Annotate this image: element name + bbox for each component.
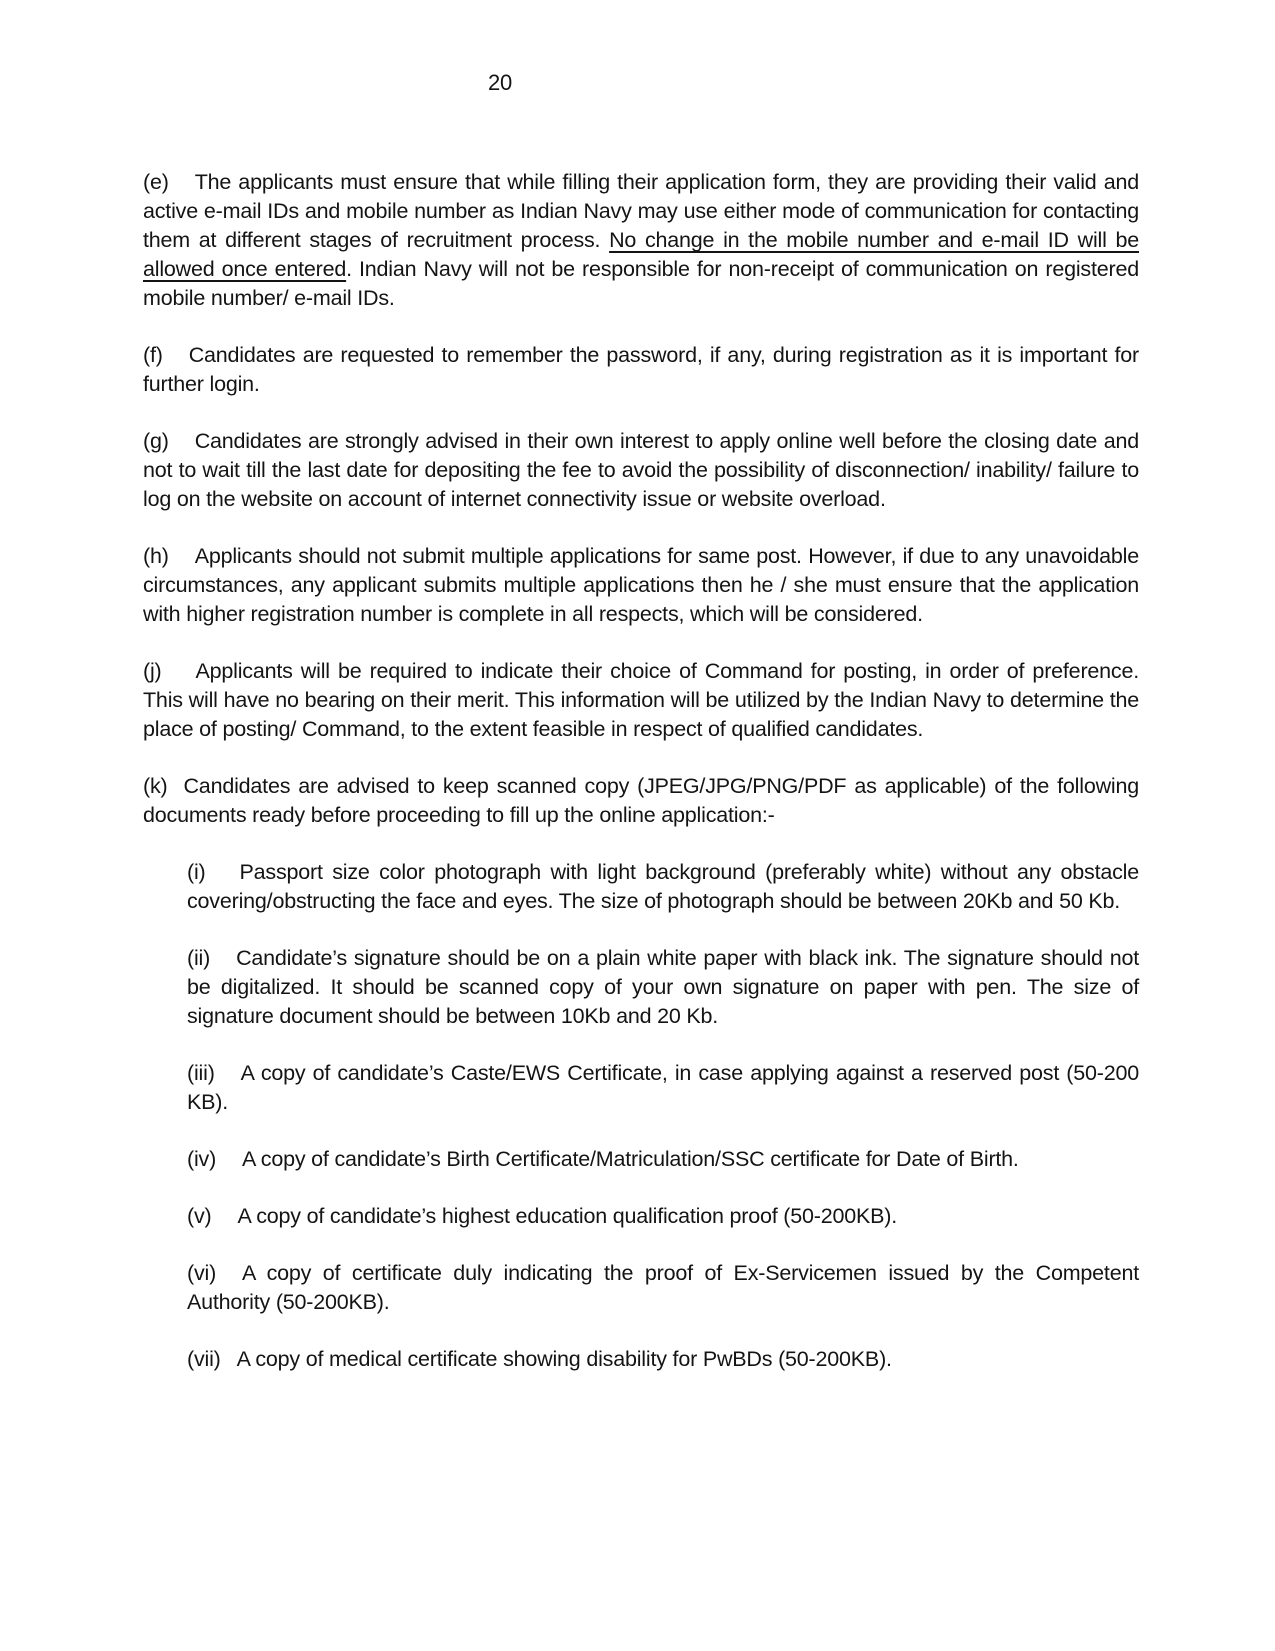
sub-item-i-text: Passport size color photograph with light background (preferably white) without any obstacle covering/obstructing the face and eyes. The size of photograph should be between 20Kb and 50 Kb. bbox=[187, 860, 1139, 913]
paragraph-e bbox=[143, 168, 1139, 313]
paragraph-f bbox=[143, 341, 1139, 399]
paragraph-j bbox=[143, 657, 1139, 744]
paragraph-k-text: Candidates are advised to keep scanned copy (JPEG/JPG/PNG/PDF as applicable) of the following documents ready before proceeding to fill up the online application:- bbox=[143, 774, 1139, 827]
sub-item-i-label: (i) bbox=[187, 860, 206, 884]
sub-item-vi-label: (vi) bbox=[187, 1261, 217, 1285]
sub-item-v-text: A copy of candidate’s highest education qualification proof (50-200KB). bbox=[237, 1204, 897, 1228]
sub-item-i bbox=[187, 858, 1139, 916]
paragraph-h bbox=[143, 542, 1139, 629]
sub-item-ii-label: (ii) bbox=[187, 946, 211, 970]
paragraph-f-label: (f) bbox=[143, 343, 163, 367]
document-content bbox=[143, 168, 1139, 1374]
paragraph-j-label: (j) bbox=[143, 659, 162, 683]
paragraph-e-text: The applicants must ensure that while filling their application form, they are providing their valid and active e-mail IDs and mobile number as Indian Navy may use either mode of communication for contacting them at different stages of recruitment process. bbox=[143, 170, 1139, 252]
paragraph-g bbox=[143, 427, 1139, 514]
sub-item-iv bbox=[187, 1145, 1139, 1174]
sub-item-v bbox=[187, 1202, 1139, 1231]
sub-item-iii bbox=[187, 1059, 1139, 1117]
sub-item-ii-text: Candidate’s signature should be on a plain white paper with black ink. The signature should not be digitalized. It should be scanned copy of your own signature on paper with pen. The size of signature document should be between 10Kb and 20 Kb. bbox=[187, 946, 1139, 1028]
paragraph-f-text: Candidates are requested to remember the password, if any, during registration as it is important for further login. bbox=[143, 343, 1139, 396]
paragraph-e-label: (e) bbox=[143, 170, 169, 194]
page-number: 20 bbox=[487, 70, 513, 95]
sub-item-v-label: (v) bbox=[187, 1204, 212, 1228]
paragraph-e-underlined-text: No change in the mobile number and e-mail ID will be allowed once entered bbox=[143, 228, 1139, 281]
sub-item-iii-label: (iii) bbox=[187, 1061, 215, 1085]
sub-item-ii bbox=[187, 944, 1139, 1031]
sub-item-vii-label: (vii) bbox=[187, 1347, 221, 1371]
paragraph-g-label: (g) bbox=[143, 429, 169, 453]
paragraph-g-text: Candidates are strongly advised in their own interest to apply online well before the closing date and not to wait till the last date for depositing the fee to avoid the possibility of disconnection/ inability/ failure to log on the website on account of internet connectivity issue or website overload. bbox=[143, 429, 1139, 511]
paragraph-j-text: Applicants will be required to indicate their choice of Command for posting, in order of preference. This will have no bearing on their merit. This information will be utilized by the Indian Navy to determine the place of posting/ Command, to the extent feasible in respect of qualified candidates. bbox=[143, 659, 1139, 741]
sub-item-vii-text: A copy of medical certificate showing disability for PwBDs (50-200KB). bbox=[236, 1347, 892, 1371]
paragraph-h-label: (h) bbox=[143, 544, 169, 568]
sub-item-iv-label: (iv) bbox=[187, 1147, 217, 1171]
sub-item-iii-text: A copy of candidate’s Caste/EWS Certificate, in case applying against a reserved post (50-200 KB). bbox=[187, 1061, 1139, 1114]
sub-item-vi-text: A copy of certificate duly indicating the proof of Ex-Servicemen issued by the Competent Authority (50-200KB). bbox=[187, 1261, 1139, 1314]
paragraph-k bbox=[143, 772, 1139, 830]
sub-item-iv-text: A copy of candidate’s Birth Certificate/Matriculation/SSC certificate for Date of Birth. bbox=[242, 1147, 1019, 1171]
paragraph-k-label: (k) bbox=[143, 774, 168, 798]
sub-item-vii bbox=[187, 1345, 1139, 1374]
paragraph-h-text: Applicants should not submit multiple applications for same post. However, if due to any unavoidable circumstances, any applicant submits multiple applications then he / she must ensure that the application with higher registration number is complete in all respects, which will be considered. bbox=[143, 544, 1139, 626]
paragraph-e-text-after: . Indian Navy will not be responsible for non-receipt of communication on registered mobile number/ e-mail IDs. bbox=[143, 257, 1139, 310]
sub-item-vi bbox=[187, 1259, 1139, 1317]
